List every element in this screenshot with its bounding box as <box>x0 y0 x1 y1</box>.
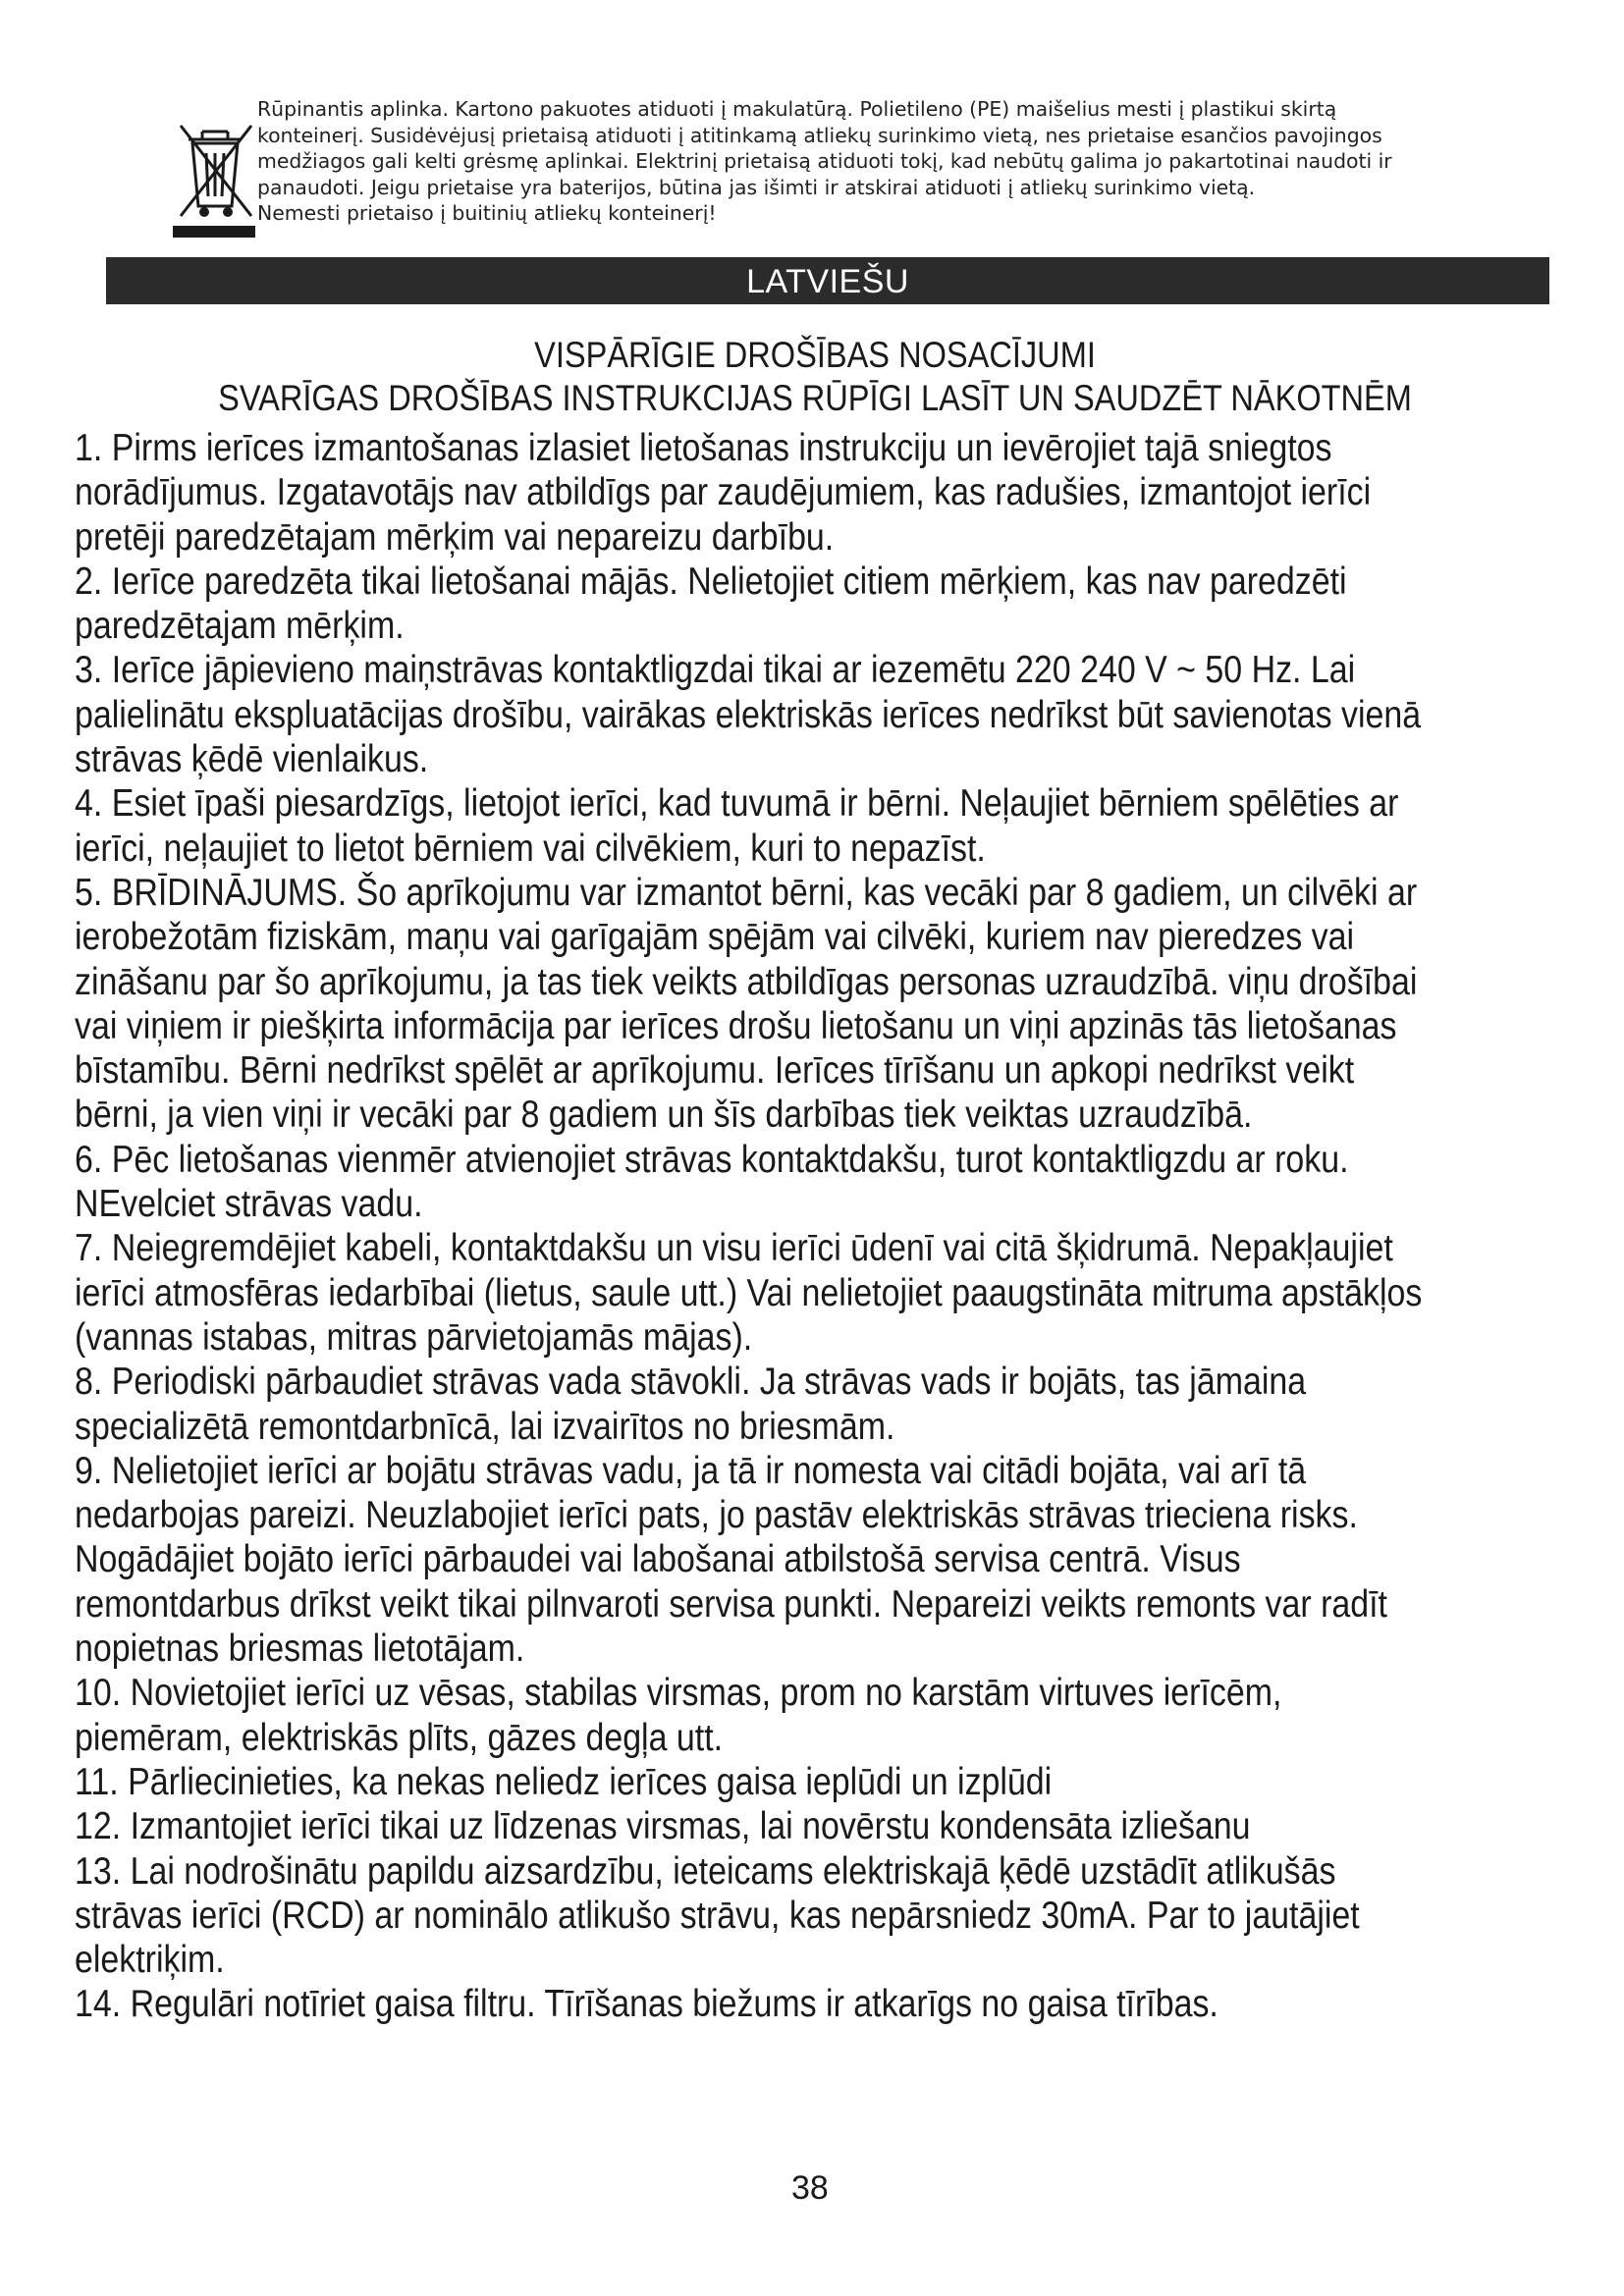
instruction-line: 8. Periodiski pārbaudiet strāvas vada stāvokli. Ja strāvas vads ir bojāts, tas jāmaina <box>75 1361 1307 1404</box>
instruction-line: 6. Pēc lietošanas vienmēr atvienojiet strāvas kontaktdakšu, turot kontaktligzdu ar roku. <box>75 1138 1349 1181</box>
instruction-line: 3. Ierīce jāpievieno maiņstrāvas kontaktligzdai tikai ar iezemētu 220 240 V ~ 50 Hz. Lai <box>75 649 1356 692</box>
instruction-line: nedarbojas pareizi. Neuzlabojiet ierīci pats, jo pastāv elektriskās strāvas trieciena risks. <box>75 1494 1358 1537</box>
recycling-notice-line: panaudoti. Jeigu prietaise yra baterijos, būtina jas išimti ir atskirai atiduoti į atliekų surinkimo vietą. <box>257 175 1256 199</box>
safety-instructions <box>75 426 1557 2027</box>
recycling-notice-line: Nemesti prietaiso į buitinių atliekų konteinerį! <box>257 201 717 226</box>
instruction-line: vai viņiem ir piešķirta informācija par ierīces drošu lietošanu un viņi apzinās tās lietošanas <box>75 1004 1397 1047</box>
instruction-line: 5. BRĪDINĀJUMS. Šo aprīkojumu var izmantot bērni, kas vecāki par 8 gadiem, un cilvēki ar <box>75 871 1418 914</box>
instruction-line: norādījumus. Izgatavotājs nav atbildīgs par zaudējumiem, kas radušies, izmantojot ierīci <box>75 471 1372 514</box>
instruction-line: 2. Ierīce paredzēta tikai lietošanai mājās. Nelietojiet citiem mērķiem, kas nav paredzēti <box>75 560 1347 603</box>
instruction-line: remontdarbus drīkst veikt tikai pilnvaroti servisa punkti. Nepareizi veikts remonts var radīt <box>75 1582 1387 1626</box>
instruction-line: elektriķim. <box>75 1939 225 1982</box>
instruction-line: 13. Lai nodrošinātu papildu aizsardzību, ieteicams elektriskajā ķēdē uzstādīt atlikušās <box>75 1849 1336 1893</box>
instruction-line: strāvas ķēdē vienlaikus. <box>75 738 429 781</box>
instruction-line: 12. Izmantojiet ierīci tikai uz līdzenas virsmas, lai novērstu kondensāta izliešanu <box>75 1805 1251 1848</box>
instruction-line: palielinātu ekspluatācijas drošību, vairākas elektriskās ierīces nedrīkst būt savienotas vienā <box>75 693 1422 736</box>
instruction-line: ierīci atmosfēras iedarbībai (lietus, saule utt.) Vai nelietojiet paaugstināta mitruma apstākļos <box>75 1271 1423 1314</box>
instruction-line: nopietnas briesmas lietotājam. <box>75 1628 525 1671</box>
instruction-line: paredzētajam mērķim. <box>75 605 405 648</box>
recycling-notice <box>157 96 1551 253</box>
instruction-line: (vannas istabas, mitras pārvietojamās mājas). <box>75 1315 753 1359</box>
instruction-line: 9. Nelietojiet ierīci ar bojātu strāvas vadu, ja tā ir nomesta vai citādi bojāta, vai arī tā <box>75 1449 1307 1492</box>
recycling-notice-line: konteinerį. Susidėvėjusį prietaisą atiduoti į atitinkamą atliekų surinkimo vietą, nes prietaise esančios pavojingos <box>257 123 1382 147</box>
instruction-line: 1. Pirms ierīces izmantošanas izlasiet lietošanas instrukciju un ievērojiet tajā sniegtos <box>75 427 1332 469</box>
instruction-line: strāvas ierīci (RCD) ar nominālo atlikušo strāvu, kas nepārsniedz 30mA. Par to jautājiet <box>75 1894 1360 1937</box>
instruction-line: 7. Neiegremdējiet kabeli, kontaktdakšu un visu ierīci ūdenī vai citā šķidrumā. Nepakļaujiet <box>75 1227 1393 1270</box>
instruction-line: 4. Esiet īpaši piesardzīgs, lietojot ierīci, kad tuvumā ir bērni. Neļaujiet bērniem spēlēties ar <box>75 782 1399 826</box>
instruction-line: ierīci, neļaujiet to lietot bērniem vai cilvēkiem, kuri to nepazīst. <box>75 827 986 870</box>
instruction-line: 14. Regulāri notīriet gaisa filtru. Tīrīšanas biežums ir atkarīgs no gaisa tīrības. <box>75 1983 1218 2026</box>
subtitle: SVARĪGAS DROŠĪBAS INSTRUKCIJAS RŪPĪGI LASĪT UN SAUDZĒT NĀKOTNĒM <box>218 378 1412 418</box>
instruction-line: bīstamību. Bērni nedrīkst spēlēt ar aprīkojumu. Ierīces tīrīšanu un apkopi nedrīkst veikt <box>75 1049 1355 1093</box>
recycling-notice-line: medžiagos gali kelti grėsmę aplinkai. Elektrinį prietaisą atiduoti tokį, kad nebūtų galima jo pakartotinai naudoti ir <box>257 149 1392 174</box>
instruction-line: ierobežotām fiziskām, maņu vai garīgajām spējām vai cilvēki, kuriem nav pieredzes vai <box>75 916 1355 959</box>
instruction-line: piemēram, elektriskās plīts, gāzes degļa utt. <box>75 1716 724 1759</box>
instruction-line: bērni, ja vien viņi ir vecāki par 8 gadiem un šīs darbības tiek veiktas uzraudzībā. <box>75 1094 1253 1137</box>
instruction-line: Nogādājiet bojāto ierīci pārbaudei vai labošanai atbilstošā servisa centrā. Visus <box>75 1538 1241 1581</box>
instruction-line: pretēji paredzētajam mērķim vai nepareizu darbību. <box>75 515 835 559</box>
recycling-notice-line: Rūpinantis aplinka. Kartono pakuotes atiduoti į makulatūrą. Polietileno (PE) maišelius mesti į plastikui skirtą <box>257 97 1337 121</box>
language-header: LATVIEŠU <box>106 257 1549 304</box>
recycling-notice-text <box>257 96 1553 227</box>
instruction-line: zināšanu par šo aprīkojumu, ja tas tiek veikts atbildīgas personas uzraudzībā. viņu drošībai <box>75 960 1418 1003</box>
page-number: 38 <box>791 2169 829 2207</box>
section-titles <box>69 334 1561 420</box>
instruction-line: NEvelciet strāvas vadu. <box>75 1183 423 1226</box>
crossed-out-wheelie-bin-icon <box>167 110 261 245</box>
instruction-line: 10. Novietojiet ierīci uz vēsas, stabilas virsmas, prom no karstām virtuves ierīcēm, <box>75 1672 1282 1715</box>
main-title: VISPĀRĪGIE DROŠĪBAS NOSACĪJUMI <box>534 335 1096 375</box>
instruction-line: 11. Pārliecinieties, ka nekas neliedz ierīces gaisa ieplūdi un izplūdi <box>75 1760 1053 1803</box>
instruction-line: specializētā remontdarbnīcā, lai izvairītos no briesmām. <box>75 1405 895 1448</box>
